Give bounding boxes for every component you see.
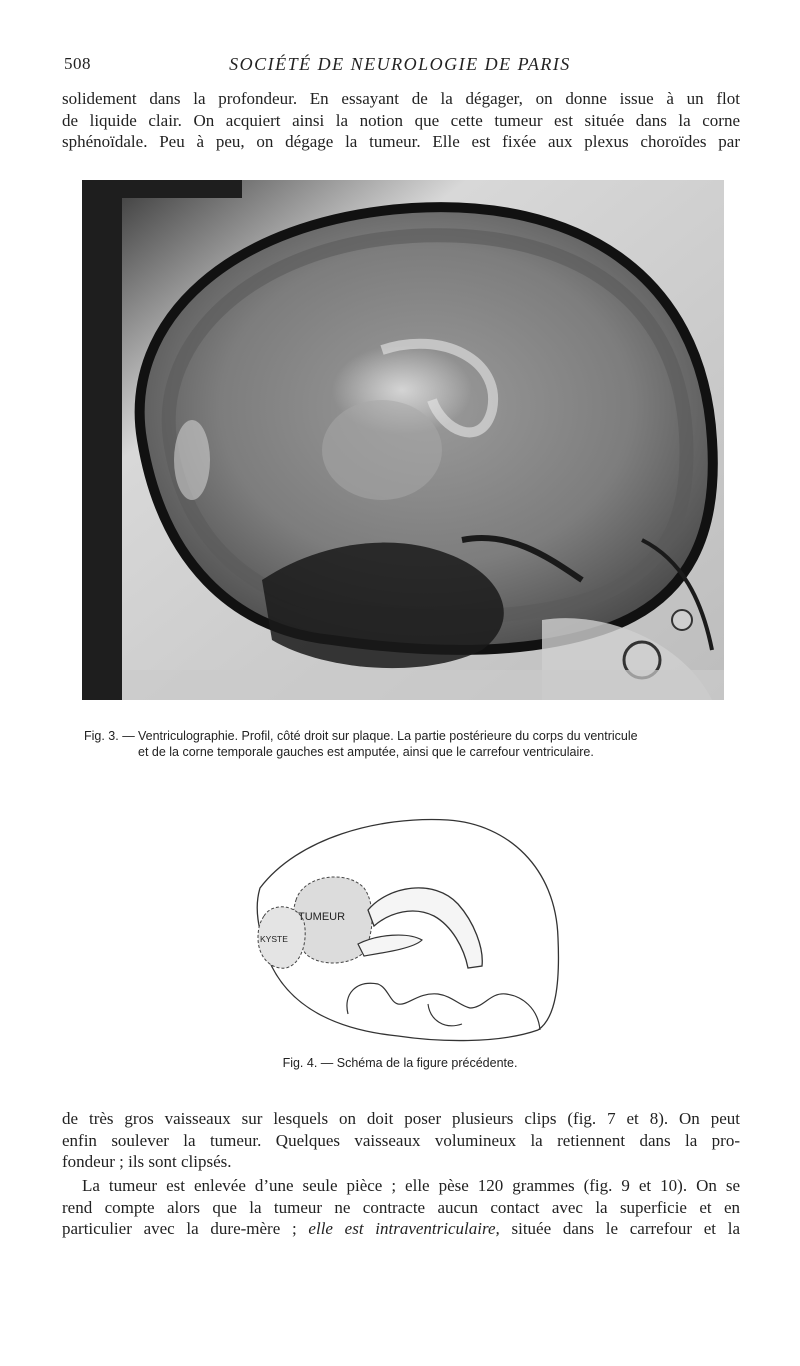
text-segment: particulier avec la dure-mère ; [62,1219,309,1238]
figure3-caption-line1: Ventriculographie. Profil, côté droit sur plaque. La partie postérieure du corps du ventricule [138,729,638,743]
ventriculography-radiograph [82,180,724,700]
figure3-caption-line2: et de la corne temporale gauches est amputée, ainsi que le carrefour ventriculaire. [138,745,594,759]
text-segment: située dans le carrefour et la [499,1219,740,1238]
text-line: fondeur ; ils sont clipsés. [62,1152,232,1171]
emphasis-intraventricular: elle est intraventriculaire, [308,1219,500,1238]
bottom-paragraph-1 [62,1108,740,1173]
text-line: de très gros vaisseaux sur lesquels on doit poser plusieurs clips (fig. 7 et 8). On peut [62,1109,740,1128]
lateral-ventricle [368,888,482,968]
radiograph-image [82,180,724,700]
ventricle-schema-diagram [238,808,568,1046]
figure4-caption: Fig. 4. — Schéma de la figure précédente. [282,1056,518,1070]
text-line: enfin soulever la tumeur. Quelques vaisseaux volumineux la retiennent dans la pro- [62,1130,740,1150]
bottom-paragraph-2 [62,1175,740,1240]
text-line: sphénoïdale. Peu à peu, on dégage la tumeur. Elle est fixée aux plexus choroïdes par [62,132,740,151]
cyst-label: KYSTE [260,934,288,944]
text-line: rend compte alors que la tumeur ne contracte aucun contact avec la superficie et en [62,1197,740,1217]
page-number: 508 [64,54,91,73]
text-line: solidement dans la profondeur. En essayant de la dégager, on donne issue à un flot [62,89,740,108]
skull-base-contour [347,983,540,1030]
text-line: de liquide clair. On acquiert ainsi la notion que cette tumeur est située dans la corne [62,110,740,130]
figure3-label: Fig. 3. — [84,729,135,743]
figure3-caption [84,728,724,760]
text-line [62,1218,740,1240]
top-paragraph [62,88,740,153]
text-line: La tumeur est enlevée d’une seule pièce ; elle pèse 120 grammes (fig. 9 et 10). On se [82,1176,740,1195]
running-title: SOCIÉTÉ DE NEUROLOGIE DE PARIS [229,54,571,74]
tumor-label: TUMEUR [298,911,346,923]
